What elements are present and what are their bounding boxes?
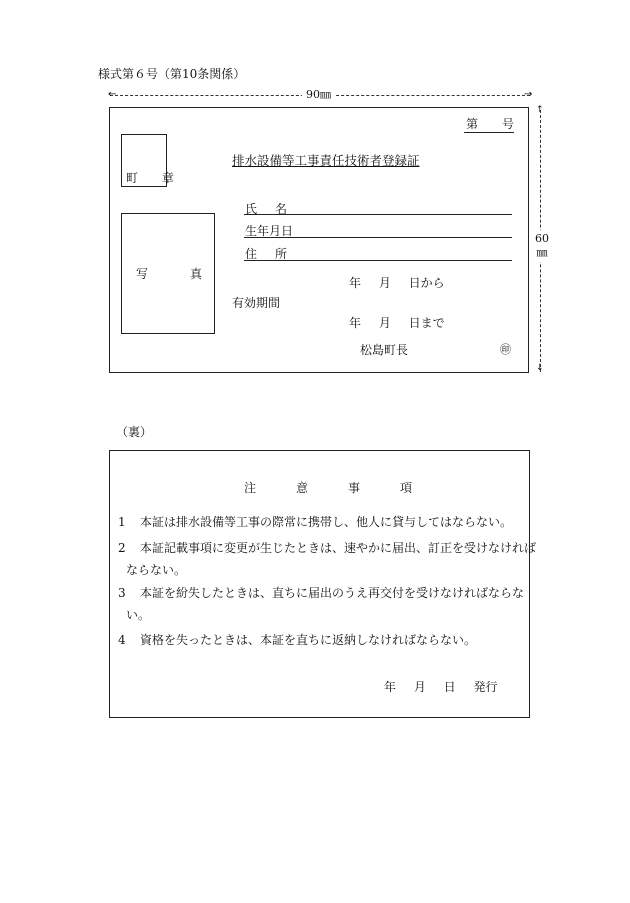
- note-text: 本証を紛失したときは、直ちに届出のうえ再交付を受けなければならな: [140, 586, 525, 600]
- registration-number-underline: [464, 132, 514, 133]
- height-arrow-down: ↓: [536, 363, 544, 373]
- width-dimension-label: 90㎜: [302, 89, 335, 100]
- height-arrow-up: ↑: [536, 105, 544, 115]
- note-item: [118, 516, 512, 528]
- field-birthdate-label: 生年月日: [245, 224, 294, 238]
- height-unit: ㎜: [536, 246, 548, 259]
- field-address-line: [244, 260, 512, 261]
- width-arrow-left: ←: [108, 89, 117, 100]
- note-item: [118, 542, 536, 554]
- issue-date-line: 年 月 日 発行: [384, 680, 498, 694]
- note-item: [118, 634, 476, 646]
- seal-mark-icon: ㊞: [500, 343, 511, 356]
- valid-to-date: 年 月 日まで: [349, 316, 445, 330]
- note-number: 4: [118, 633, 126, 647]
- back-side-label: （裏）: [116, 425, 153, 439]
- photo-label: 写真: [136, 267, 245, 281]
- note-text: 資格を失ったときは、本証を直ちに返納しなければならない。: [140, 633, 477, 647]
- field-name-line: [244, 214, 512, 215]
- height-dimension-label: [530, 230, 554, 262]
- field-address-label: 住所: [245, 247, 306, 261]
- note-item: [118, 587, 524, 599]
- card-title: 排水設備等工事責任技術者登録証: [232, 153, 420, 168]
- note-text: 本証記載事項に変更が生じたときは、速やかに届出、訂正を受けなければ: [140, 541, 537, 555]
- note-number: 1: [118, 515, 126, 529]
- note-continuation: い。: [126, 608, 151, 622]
- note-text: 本証は排水設備等工事の際常に携帯し、他人に貸与してはならない。: [140, 515, 513, 529]
- issuer-name: 松島町長: [360, 343, 409, 357]
- height-value: 60: [535, 232, 549, 245]
- notes-heading: 注意事項: [244, 481, 453, 495]
- field-birthdate-line: [244, 237, 512, 238]
- town-seal-label: 町 章: [126, 171, 184, 185]
- registration-number-label: 第 号: [466, 117, 515, 131]
- note-number: 2: [118, 541, 126, 555]
- note-continuation: ならない。: [126, 563, 187, 577]
- width-arrow-right: →: [524, 89, 533, 100]
- note-number: 3: [118, 586, 126, 600]
- valid-from-date: 年 月 日から: [349, 276, 445, 290]
- validity-period-label: 有効期間: [232, 296, 281, 310]
- form-title: 様式第６号（第10条関係）: [98, 67, 246, 81]
- field-name-label: 氏名: [245, 202, 306, 216]
